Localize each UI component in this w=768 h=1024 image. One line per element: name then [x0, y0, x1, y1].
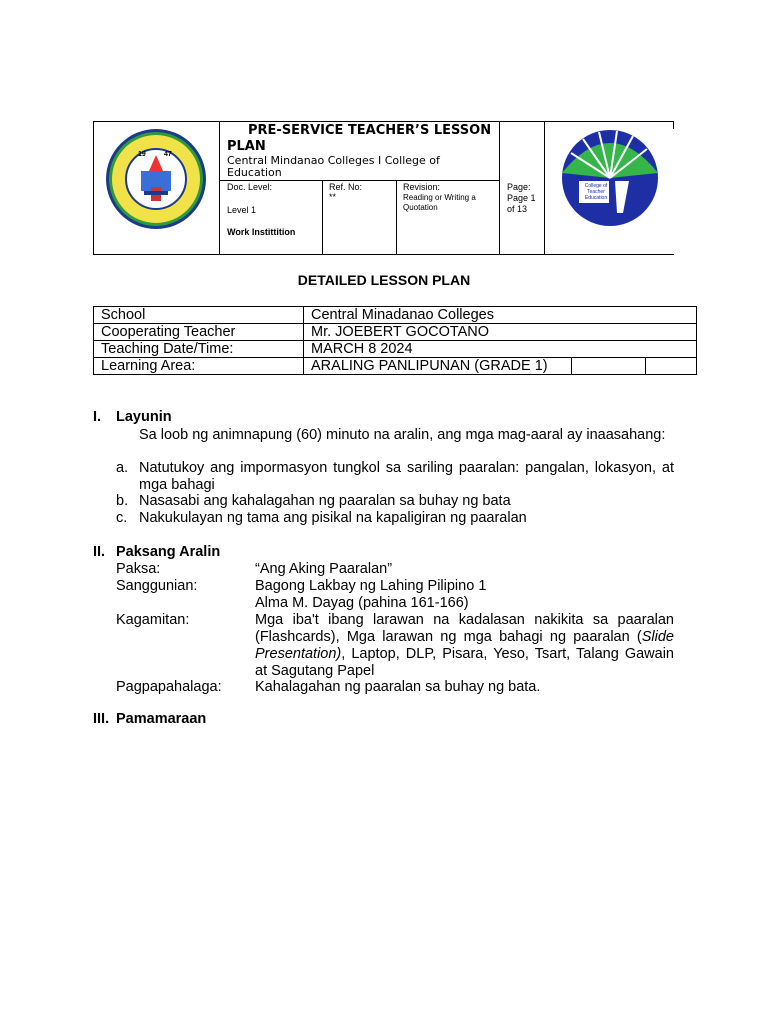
kagamitan-label: Kagamitan:: [116, 612, 190, 628]
page-label: Page:: [507, 182, 531, 192]
section-title: Layunin: [116, 409, 172, 425]
revision-label: Revision:: [403, 182, 441, 192]
cte-logo: [557, 123, 663, 227]
section-title: Pamamaraan: [116, 711, 207, 727]
objective-item: Natutukoy ang impormasyon tungkol sa sariling paaralan: pangalan, lokasyon, at mga bahagi: [139, 460, 674, 493]
table-row: [94, 324, 697, 341]
lesson-info-table: [93, 306, 697, 375]
cooperating-teacher-label: Cooperating Teacher: [94, 324, 304, 341]
ref-no-value: **: [329, 192, 337, 202]
pagpapahalaga-value: Kahalagahan ng paaralan sa buhay ng bata.: [255, 679, 541, 695]
paksa-label: Paksa:: [116, 561, 161, 577]
work-institution-label: Work Instittition: [227, 227, 296, 237]
seal-year-right: 47: [164, 151, 172, 158]
item-letter: b.: [116, 493, 129, 509]
learning-area-label: Learning Area:: [94, 358, 304, 375]
school-value: Central Minadanao Colleges: [304, 307, 697, 324]
sanggunian-label: Sanggunian:: [116, 578, 198, 594]
doc-level-label: Doc. Level:: [227, 182, 273, 192]
revision-value: Reading or Writing a Quotation: [403, 193, 476, 212]
objective-intro: Sa loob ng animnapung (60) minuto na aralin, ang mga mag-aaral ay inaasahang:: [139, 427, 666, 443]
section-number: II.: [93, 544, 106, 560]
lesson-plan-title: PRE-SERVICE TEACHER’S LESSON PLAN: [227, 123, 492, 154]
objective-item: Nasasabi ang kahalagahan ng paaralan sa buhay ng bata: [139, 493, 511, 509]
paksa-value: “Ang Aking Paaralan”: [255, 561, 393, 577]
section-title: Paksang Aralin: [116, 544, 221, 560]
kagamitan-value: [255, 612, 674, 680]
seal-year-left: 19: [138, 151, 146, 158]
kagamitan-italic: Slide Presentation): [255, 629, 674, 662]
doc-level-value: Level 1: [227, 205, 257, 215]
item-letter: c.: [116, 510, 128, 526]
school-label: School: [94, 307, 304, 324]
empty-cell: [646, 358, 697, 375]
college-seal-logo: [104, 127, 208, 231]
table-row: [94, 307, 697, 324]
kagamitan-text-end: , Laptop, DLP, Pisara, Yeso, Tsart, Talang Gawain at Sagutang Papel: [255, 646, 674, 679]
header-table: [93, 121, 674, 255]
kagamitan-text: Mga iba't ibang larawan na kadalasan nakikita sa paaralan (Flashcards), Mga larawan ng mga bahagi ng paaralan (: [255, 612, 674, 645]
cte-logo-text: College of Teacher Education: [584, 183, 608, 201]
page-value: Page 1 of 13: [507, 193, 536, 214]
section-number: I.: [93, 409, 102, 425]
ref-no-label: Ref. No:: [329, 182, 363, 192]
institution-name: Central Mindanao Colleges I College of Education: [227, 154, 440, 179]
objective-item: Nakukulayan ng tama ang pisikal na kapaligiran ng paaralan: [139, 510, 527, 526]
empty-cell: [572, 358, 646, 375]
document-title: DETAILED LESSON PLAN: [297, 272, 471, 288]
table-row: [94, 358, 697, 375]
pagpapahalaga-label: Pagpapahalaga:: [116, 679, 222, 695]
table-row: [94, 341, 697, 358]
item-letter: a.: [116, 460, 129, 476]
cooperating-teacher-value: Mr. JOEBERT GOCOTANO: [304, 324, 697, 341]
teaching-date-value: MARCH 8 2024: [304, 341, 697, 358]
learning-area-value: ARALING PANLIPUNAN (GRADE 1): [304, 358, 572, 375]
teaching-date-label: Teaching Date/Time:: [94, 341, 304, 358]
section-number: III.: [93, 711, 110, 727]
sanggunian-author: Alma M. Dayag (pahina 161-166): [255, 595, 469, 611]
sanggunian-value: Bagong Lakbay ng Lahing Pilipino 1: [255, 578, 487, 594]
